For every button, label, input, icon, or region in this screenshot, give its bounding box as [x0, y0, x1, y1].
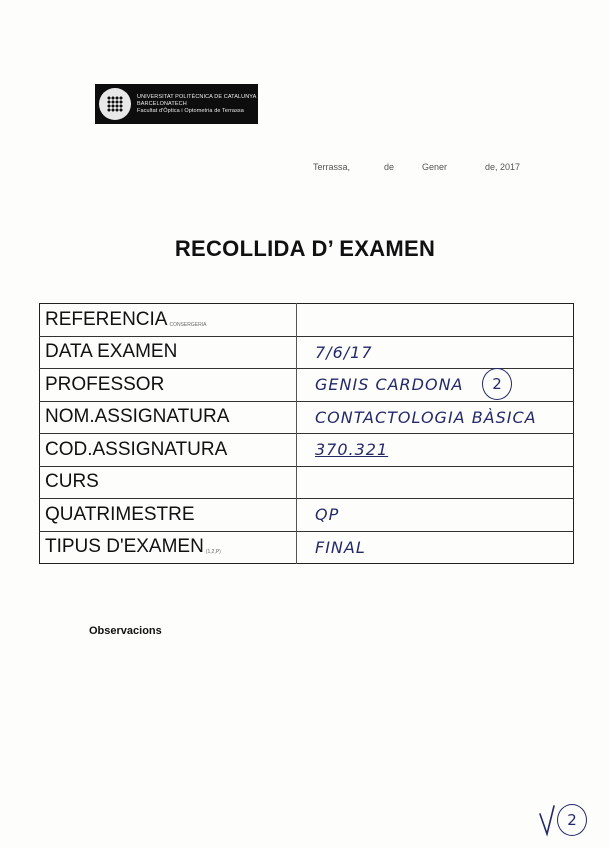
exam-type-note: (1,2,P) — [205, 549, 221, 556]
upc-logo-icon — [99, 88, 131, 120]
city: Terrassa, — [313, 162, 351, 172]
date-year: de, 2017 — [485, 162, 521, 172]
subject-code-value: 370.321 — [315, 440, 389, 460]
subject-code-cell[interactable] — [297, 434, 574, 467]
course-label: CURS — [40, 466, 297, 499]
form-row-reference — [40, 304, 574, 337]
exam-type-value[interactable]: FINAL — [297, 531, 574, 564]
semester-label: QUATRIMESTRE — [40, 499, 297, 532]
course-value[interactable] — [297, 466, 574, 499]
subject-name-value[interactable]: CONTACTOLOGIA BÀSICA — [297, 401, 574, 434]
form-row-exam-type — [40, 531, 574, 564]
logo-text — [137, 94, 256, 115]
page-title: RECOLLIDA D’ EXAMEN — [174, 236, 436, 261]
date-month: Gener — [422, 162, 448, 172]
professor-value[interactable]: GENIS CARDONA — [297, 369, 574, 402]
logo-line-2: BARCELONATECH — [137, 100, 187, 107]
reference-label: REFERENCIA CONSERGERIA — [40, 304, 297, 337]
exam-type-label: TIPUS D'EXAMEN (1,2,P) — [40, 531, 297, 564]
form-row-semester — [40, 499, 574, 532]
semester-value[interactable]: QP — [297, 499, 574, 532]
form-row-subject-name — [40, 401, 574, 434]
form-row-course — [40, 466, 574, 499]
exam-date-value[interactable]: 7/6/17 — [297, 336, 574, 369]
form-row-subject-code — [40, 434, 574, 467]
subject-code-label: COD.ASSIGNATURA — [40, 434, 297, 467]
date-connector: de — [384, 162, 395, 172]
logo-line-3: Facultat d'Òptica i Optometria de Terrassa — [137, 107, 244, 114]
exam-date-label: DATA EXAMEN — [40, 336, 297, 369]
university-logo — [95, 84, 258, 124]
corner-circled-mark: 2 — [557, 804, 587, 836]
form-row-exam-date — [40, 336, 574, 369]
reference-note: CONSERGERIA — [169, 321, 207, 328]
professor-label: PROFESSOR — [40, 369, 297, 402]
professor-circled-mark: 2 — [482, 368, 512, 400]
exam-form-table — [39, 303, 574, 564]
reference-value[interactable] — [297, 304, 574, 337]
subject-name-label: NOM.ASSIGNATURA — [40, 401, 297, 434]
observations-label: Observacions — [89, 625, 162, 637]
logo-line-1: UNIVERSITAT POLITÈCNICA DE CATALUNYA — [137, 93, 257, 100]
